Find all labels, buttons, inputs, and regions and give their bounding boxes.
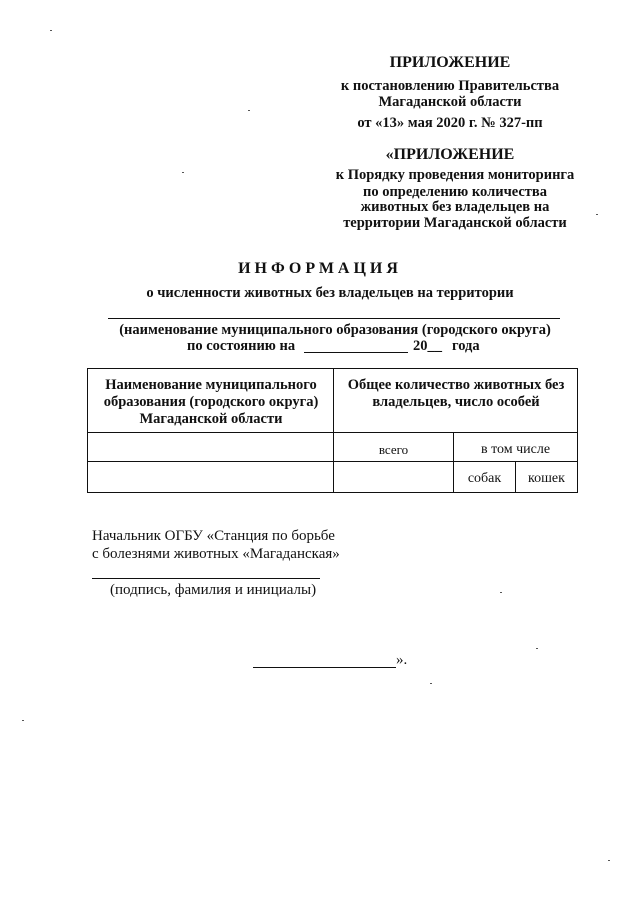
document-subtitle: о численности животных без владельцев на территории — [146, 285, 514, 301]
scan-speck — [248, 110, 250, 111]
table-border-left — [87, 368, 88, 492]
scan-speck — [596, 214, 598, 215]
scan-speck — [50, 30, 52, 31]
scan-speck — [536, 648, 538, 649]
cell-cats: кошек — [528, 471, 565, 486]
scan-speck — [182, 172, 184, 173]
date-blank-line — [304, 352, 408, 353]
header-municipality: Наименование муниципального образования (городского округа) Магаданской области — [103, 377, 319, 427]
appendix-decree-line: к постановлению Правительства — [340, 78, 560, 94]
appendix-date-line: от «13» мая 2020 г. № 327-пп — [357, 115, 543, 131]
date-prefix: по состоянию на — [187, 338, 296, 354]
appendix-region-line: Магаданской области — [378, 94, 522, 110]
signature-position-line1: Начальник ОГБУ «Станция по борьбе — [92, 528, 335, 544]
signature-caption: (подпись, фамилия и инициалы) — [110, 582, 317, 598]
closing-mark: ». — [396, 652, 408, 668]
inner-appendix-line2: по определению количества — [362, 184, 548, 200]
cell-dogs: собак — [467, 471, 502, 486]
signature-blank-line — [92, 578, 320, 579]
scan-speck — [608, 860, 610, 861]
scan-speck — [430, 683, 432, 684]
inner-appendix-line3: животных без владельцев на — [360, 199, 550, 215]
appendix-title: ПРИЛОЖЕНИЕ — [389, 54, 511, 71]
date-suffix: года — [452, 338, 480, 354]
table-border-bottom — [87, 492, 578, 493]
closing-blank-line — [253, 667, 396, 668]
table-border-col1 — [333, 368, 334, 492]
cell-total: всего — [378, 442, 409, 457]
scan-speck — [22, 720, 24, 721]
municipality-caption: (наименование муниципального образования (городского округа) — [119, 322, 551, 338]
inner-appendix-title: «ПРИЛОЖЕНИЕ — [385, 146, 515, 163]
territory-blank-line — [108, 318, 560, 319]
inner-appendix-line1: к Порядку проведения мониторинга — [335, 167, 575, 183]
signature-position-line2: с болезнями животных «Магаданская» — [92, 546, 340, 562]
inner-appendix-line4: территории Магаданской области — [343, 215, 567, 231]
scan-speck — [500, 592, 502, 593]
date-year: 20__ — [413, 338, 442, 354]
document-title: ИНФОРМАЦИЯ — [238, 260, 402, 277]
header-animal-count: Общее количество животных без владельцев, число особей — [347, 377, 565, 410]
cell-including: в том числе — [480, 442, 551, 457]
table-border-right — [577, 368, 578, 492]
